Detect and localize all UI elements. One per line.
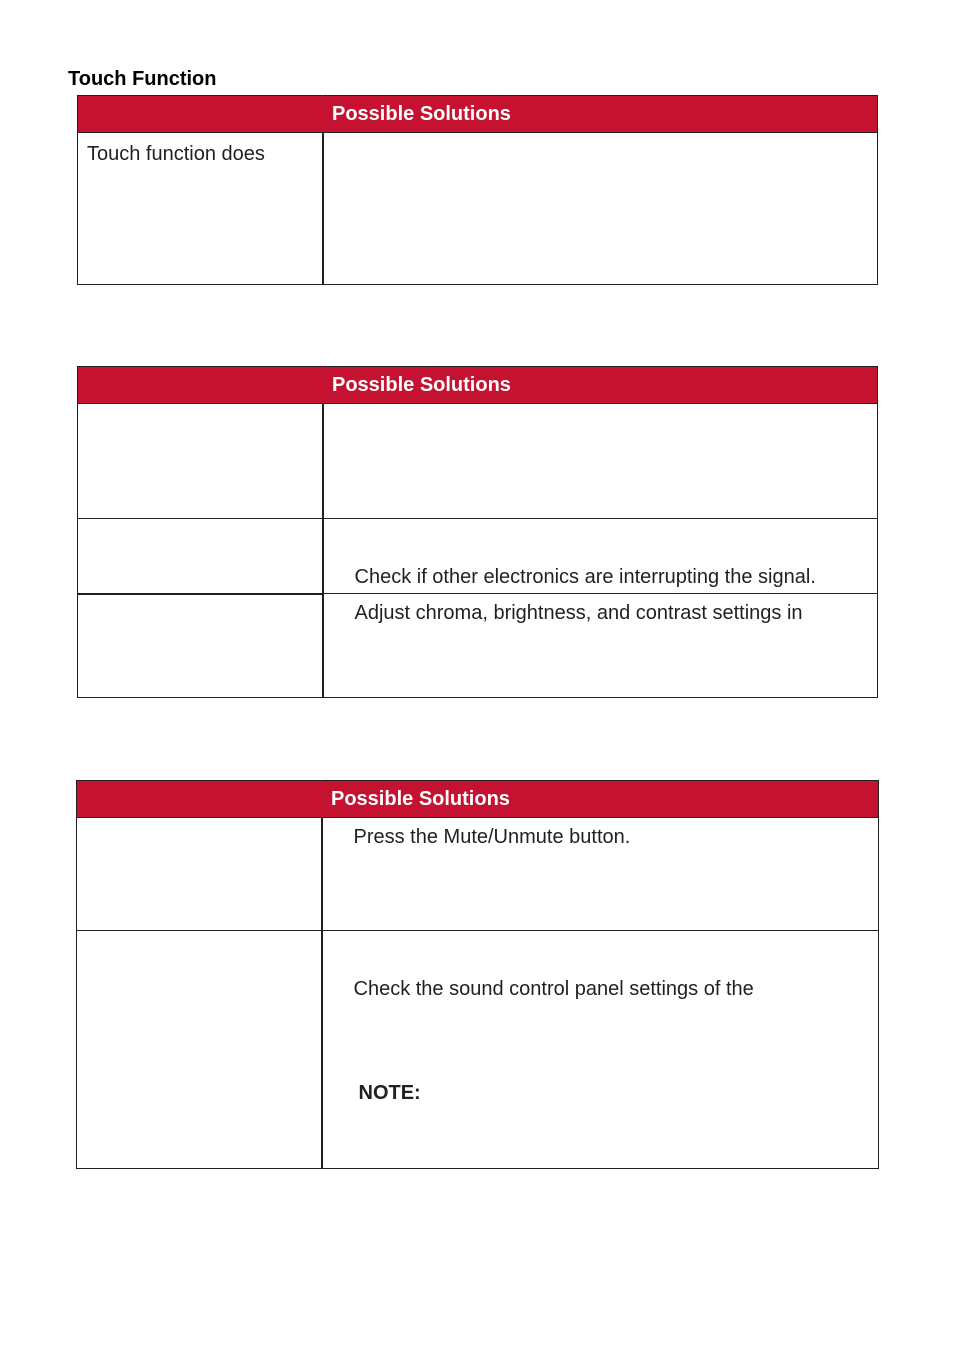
- section-title: Touch Function: [68, 68, 217, 90]
- problem-header-cell: [78, 367, 323, 404]
- table-row: [78, 594, 878, 698]
- picture-issues-table: [77, 366, 878, 698]
- problem-cell: [78, 519, 323, 594]
- problem-cell: [78, 133, 323, 285]
- solution-cell: [323, 404, 878, 519]
- table-row: [78, 404, 878, 519]
- touch-function-table: [77, 95, 878, 285]
- solution-cell: [323, 133, 878, 285]
- solutions-header-label: Possible Solutions: [331, 788, 510, 810]
- solutions-header-cell: [323, 96, 878, 133]
- table-row: [77, 931, 879, 1169]
- problem-header-cell: [77, 781, 322, 818]
- solutions-header-label: Possible Solutions: [332, 374, 511, 396]
- solution-cell: [323, 594, 878, 698]
- problem-cell: [78, 594, 323, 698]
- solutions-header-label: Possible Solutions: [332, 103, 511, 125]
- note-label: NOTE:: [358, 1082, 421, 1104]
- table-header-row: [78, 96, 878, 133]
- table-row: [77, 818, 879, 931]
- table-row: [78, 133, 878, 285]
- solutions-header-cell: [322, 781, 879, 818]
- sound-issues-table: [76, 780, 879, 1169]
- problem-header-cell: [78, 96, 323, 133]
- solution-cell: [322, 818, 879, 931]
- solution-text: Adjust chroma, brightness, and contrast settings in: [354, 602, 803, 624]
- solution-text: Check if other electronics are interrupting the signal.: [354, 566, 816, 588]
- solution-text: Check the sound control panel settings of the: [353, 978, 754, 1000]
- table-header-row: [77, 781, 879, 818]
- problem-text: Touch function does: [87, 143, 265, 165]
- problem-cell: [77, 818, 322, 931]
- table-row: [78, 519, 878, 594]
- solutions-header-cell: [323, 367, 878, 404]
- problem-cell: [77, 931, 322, 1169]
- problem-cell: [78, 404, 323, 519]
- solution-cell: [323, 519, 878, 594]
- solution-cell: [322, 931, 879, 1169]
- solution-text: Press the Mute/Unmute button.: [353, 826, 631, 848]
- table-header-row: [78, 367, 878, 404]
